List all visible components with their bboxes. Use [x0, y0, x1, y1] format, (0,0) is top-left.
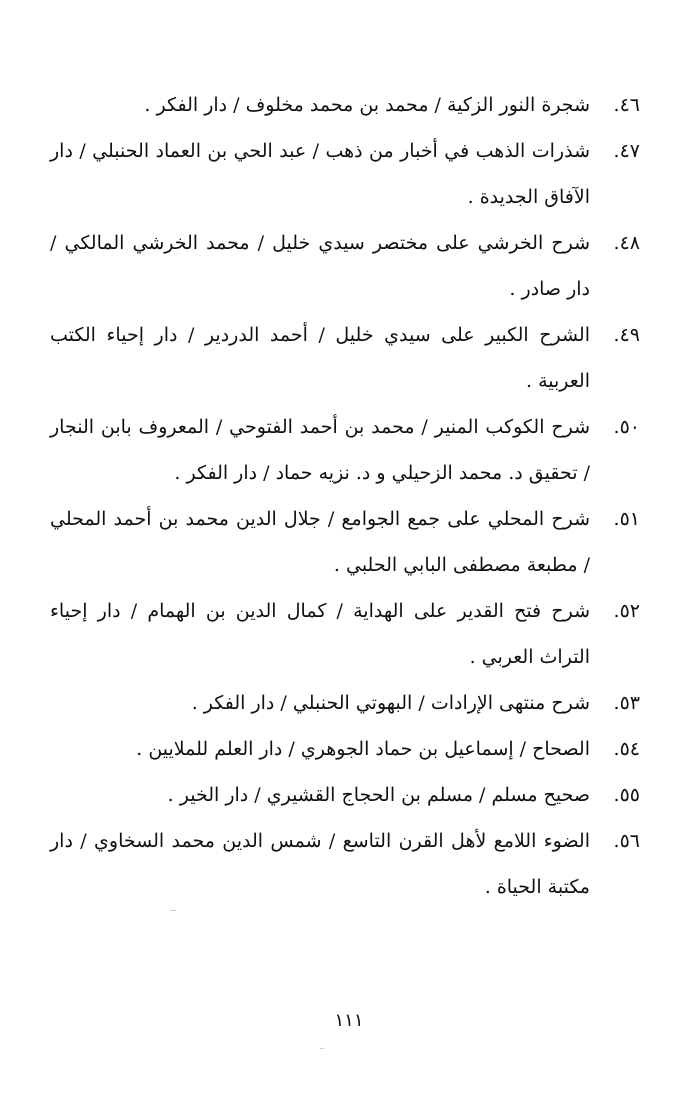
scan-mark: [320, 1048, 324, 1049]
entry-number: ٥٥.: [613, 784, 640, 806]
entry-number: ٥٢.: [613, 600, 640, 622]
entry-text: شرح الخرشي على مختصر سيدي خليل / محمد الخرشي المالكي / دار صادر .: [50, 232, 590, 300]
entry-text: الضوء اللامع لأهل القرن التاسع / شمس الدين محمد السخاوي / دار مكتبة الحياة .: [50, 830, 590, 898]
entry-text: شرح المحلي على جمع الجوامع / جلال الدين محمد بن أحمد المحلي / مطبعة مصطفى البابي الحلبي .: [50, 508, 590, 576]
entry-text: شجرة النور الزكية / محمد بن محمد مخلوف / دار الفكر .: [144, 94, 590, 116]
bibliography-entry: [50, 772, 640, 818]
bibliography-entry: [50, 726, 640, 772]
entry-text: شرح الكوكب المنير / محمد بن أحمد الفتوحي / المعروف بابن النجار / تحقيق د. محمد الزحيلي و د. نزيه حماد / دار الفكر .: [50, 416, 590, 484]
entry-number: ٤٩.: [613, 324, 640, 346]
entry-text: شرح منتهى الإرادات / البهوتي الحنبلي / دار الفكر .: [191, 692, 590, 714]
entry-number: ٤٧.: [613, 140, 640, 162]
entry-number: ٥٠.: [613, 416, 640, 438]
bibliography-entry: [50, 588, 640, 680]
entry-text: شذرات الذهب في أخبار من ذهب / عبد الحي بن العماد الحنبلي / دار الآفاق الجديدة .: [50, 140, 590, 208]
page-number: ١١١: [334, 1010, 364, 1031]
bibliography-entry: [50, 128, 640, 220]
bibliography-list: [50, 82, 640, 910]
entry-text: الشرح الكبير على سيدي خليل / أحمد الدردير / دار إحياء الكتب العربية .: [50, 324, 590, 392]
entry-text: صحيح مسلم / مسلم بن الحجاج القشيري / دار الخير .: [167, 784, 590, 806]
entry-text: الصحاح / إسماعيل بن حماد الجوهري / دار العلم للملايين .: [136, 738, 590, 760]
bibliography-entry: [50, 404, 640, 496]
bibliography-entry: [50, 496, 640, 588]
scan-mark: [170, 910, 176, 911]
bibliography-entry: [50, 220, 640, 312]
entry-number: ٥٤.: [613, 738, 640, 760]
entry-number: ٤٨.: [613, 232, 640, 254]
bibliography-entry: [50, 818, 640, 910]
entry-number: ٥٦.: [613, 830, 640, 852]
entry-number: ٥١.: [613, 508, 640, 530]
entry-number: ٥٣.: [613, 692, 640, 714]
entry-number: ٤٦.: [613, 94, 640, 116]
bibliography-entry: [50, 680, 640, 726]
entry-text: شرح فتح القدير على الهداية / كمال الدين بن الهمام / دار إحياء التراث العربي .: [50, 600, 590, 668]
bibliography-entry: [50, 82, 640, 128]
bibliography-entry: [50, 312, 640, 404]
